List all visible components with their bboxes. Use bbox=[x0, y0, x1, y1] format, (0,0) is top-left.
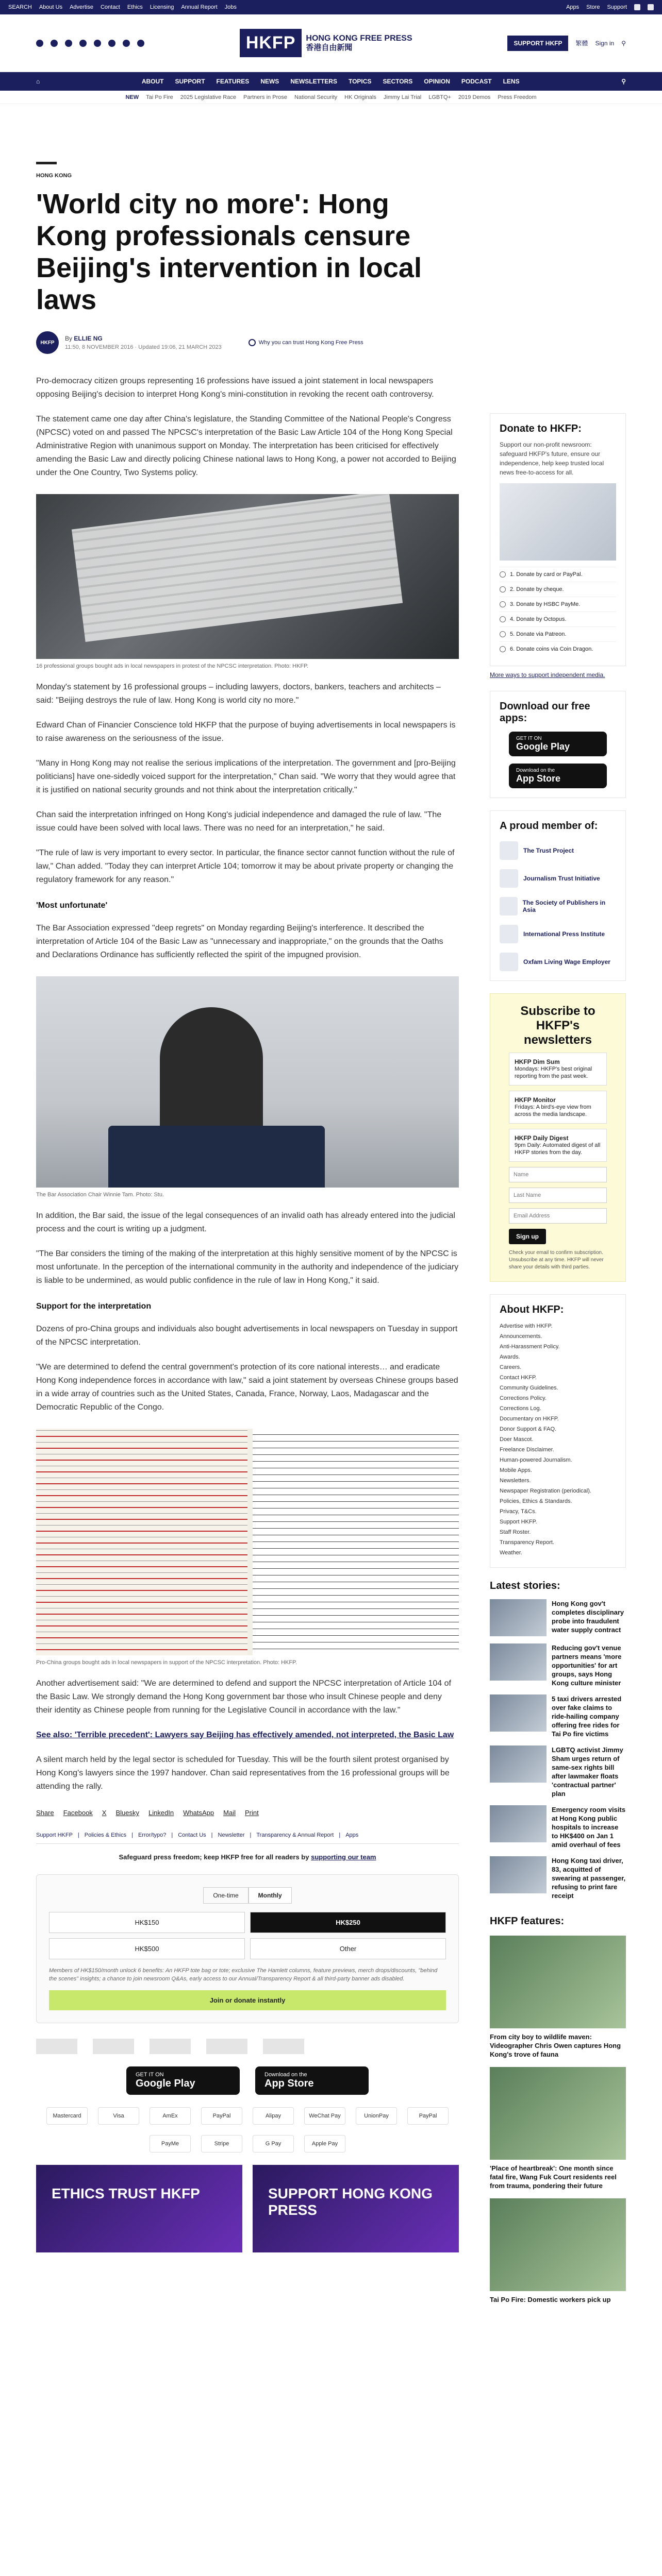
paypal-icon: PayPal bbox=[201, 2107, 242, 2125]
promo-row bbox=[36, 2165, 459, 2252]
radio-icon bbox=[500, 631, 506, 637]
nav-search-icon[interactable]: ⚲ bbox=[621, 78, 626, 85]
apple-pay-icon: Apple Pay bbox=[304, 2135, 345, 2153]
apps-title: Download our free apps: bbox=[500, 701, 590, 724]
newsletter-note: Check your email to confirm subscription. Unsubscribe at any time. HKFP will never share your details with third parties. bbox=[509, 1250, 604, 1270]
share-linkedin[interactable]: LinkedIn bbox=[148, 1809, 174, 1817]
member-name: International Press Institute bbox=[523, 930, 605, 938]
share-label: Share bbox=[36, 1809, 54, 1817]
share-facebook[interactable]: Facebook bbox=[63, 1809, 93, 1817]
mastercard-icon: Mastercard bbox=[46, 2107, 88, 2125]
app-store-button[interactable] bbox=[509, 764, 607, 788]
updated-date: Updated 19:06, 21 MARCH 2023 bbox=[138, 344, 222, 350]
nav-support[interactable]: SUPPORT bbox=[175, 78, 205, 85]
frequency-toggle bbox=[49, 1887, 446, 1904]
about-item[interactable]: Documentary on HKFP. bbox=[500, 1416, 559, 1422]
figure bbox=[36, 494, 459, 669]
section-label[interactable]: HONG KONG bbox=[36, 173, 72, 179]
donate-widget bbox=[36, 1874, 459, 2023]
email-input[interactable]: Email Address bbox=[509, 1208, 607, 1224]
newsletter-option[interactable] bbox=[509, 1129, 607, 1162]
about-item[interactable]: Doer Mascot. bbox=[500, 1436, 534, 1443]
about-item[interactable]: Contact HKFP. bbox=[500, 1375, 537, 1381]
footer-link[interactable]: Apps bbox=[345, 1832, 359, 1838]
nav-opinion[interactable]: OPINION bbox=[424, 78, 450, 85]
ipi-icon bbox=[500, 925, 518, 943]
google-pay-icon: G Pay bbox=[253, 2135, 294, 2153]
story-thumbnail bbox=[490, 1599, 547, 1636]
paragraph: The statement came one day after China's legislature, the Standing Committee of the National People's Congress (NPCSC) voted on and passed The NPCSC's interpretation of the Basic Law Article 104 of the Hong Kong Special Administrative Region with unanimous support on Monday. The interpretation has been criticised for effectively amending the Basic Law and directly policing Chinese national laws to Hong Kong, a power not accorded to Beijing under the One Country, Two Systems policy. bbox=[36, 415, 456, 477]
about-item[interactable]: Anti-Harassment Policy. bbox=[500, 1344, 560, 1350]
footer-link[interactable]: Contact Us bbox=[178, 1832, 206, 1838]
donate-panel bbox=[490, 413, 626, 666]
payment-methods bbox=[36, 2107, 459, 2153]
search-icon[interactable]: ⚲ bbox=[621, 39, 626, 47]
about-item[interactable]: Privacy, T&Cs. bbox=[500, 1509, 537, 1515]
option-label: 2. Donate by cheque. bbox=[510, 586, 564, 592]
logo-name-chinese: 香港自由新聞 bbox=[306, 43, 353, 52]
about-item[interactable]: Support HKFP. bbox=[500, 1519, 537, 1525]
newspaper-ad-photo[interactable] bbox=[36, 494, 459, 659]
jobs-link[interactable]: Jobs bbox=[224, 4, 237, 10]
paragraph: In addition, the Bar said, the issue of the legal consequences of an invalid oath has already entered into the judicial process and the court is writing up a judgment. bbox=[36, 1211, 455, 1233]
option-label: 3. Donate by HSBC PayMe. bbox=[510, 601, 581, 607]
member-panel bbox=[490, 810, 626, 981]
nav-about[interactable]: ABOUT bbox=[141, 78, 164, 85]
story-thumbnail bbox=[490, 1745, 547, 1783]
footer-link[interactable]: Support HKFP bbox=[36, 1832, 73, 1838]
trending-item[interactable]: 2025 Legislative Race bbox=[180, 94, 236, 100]
footer-link[interactable]: Error/typo? bbox=[138, 1832, 167, 1838]
nav-podcast[interactable]: PODCAST bbox=[461, 78, 492, 85]
figure-caption: The Bar Association Chair Winnie Tam. Photo: Stu. bbox=[36, 1192, 164, 1198]
paragraph: "Many in Hong Kong may not realise the serious implications of the interpretation. The government and [pro-Beijing politicians] have one-sidedly voiced support for the interpretation," Chan said. "We worry that they would agree that it is justified on national security grounds and not think about the interpretation critically." bbox=[36, 759, 456, 794]
paragraph: "The rule of law is very important to every sector. In particular, the finance sector cannot function without the rule of law," Chan added. "Today they can interpret Article 104; tomorrow it may be about private property or changing the regulatory framework for any reason." bbox=[36, 849, 455, 884]
membership-note: Members of HK$150/month unlock 6 benefits: An HKFP tote bag or tote; exclusive The Hamlett columns, feature previews, merch drops/discounts, "behind the scenes" insights; a chance to join newsroom Q&As, early access to our Annual/Transparency Report & all third-party banner ads disabled. bbox=[49, 1968, 438, 1982]
about-item[interactable]: Corrections Policy. bbox=[500, 1395, 547, 1401]
radio-icon bbox=[500, 646, 506, 652]
app-store-button[interactable] bbox=[255, 2066, 369, 2095]
story-title: Hong Kong taxi driver, 83, acquitted of swearing at passenger, refusing to print fare receipt bbox=[552, 1857, 626, 1900]
paragraph: "The Bar considers the timing of the making of the interpretation at this highly sensitive moment of by the NPCSC is most unfortunate. In the perception of the international community in the authority and independence of the judiciary is liable to be undermined, as would public confidence in the rule of law in Hong Kong," it said. bbox=[36, 1249, 459, 1285]
nav-lens[interactable]: LENS bbox=[503, 78, 520, 85]
features-panel bbox=[490, 1916, 626, 2304]
option-label: 1. Donate by card or PayPal. bbox=[510, 571, 583, 578]
nav-newsletters[interactable]: NEWSLETTERS bbox=[290, 78, 337, 85]
amount-option-other[interactable]: Other bbox=[250, 1938, 446, 1959]
donate-option[interactable] bbox=[500, 582, 616, 597]
trust-project-badge[interactable] bbox=[36, 2039, 77, 2054]
figure-caption: Pro-China groups bought ads in local newspapers in support of the NPCSC interpretation. Photo: HKFP. bbox=[36, 1659, 297, 1666]
last-name-input[interactable]: Last Name bbox=[509, 1188, 607, 1203]
story-thumbnail bbox=[490, 1856, 547, 1893]
latest-panel bbox=[490, 1580, 626, 1900]
bluesky-icon[interactable] bbox=[94, 40, 101, 47]
amount-option[interactable]: HK$500 bbox=[49, 1938, 245, 1959]
story-item[interactable] bbox=[490, 1599, 626, 1636]
sopa-badge[interactable] bbox=[150, 2039, 191, 2054]
share-mail[interactable]: Mail bbox=[223, 1809, 236, 1817]
join-button[interactable]: Join or donate instantly bbox=[49, 1990, 446, 2010]
member-logo[interactable] bbox=[500, 869, 616, 888]
about-item[interactable]: Community Guidelines. bbox=[500, 1385, 558, 1391]
paragraph: Pro-democracy citizen groups representing 16 professions have issued a joint statement in local newspapers opposing Beijing's decision to interpret Hong Kong's mini-constitution in revoking the recent oath controversy. bbox=[36, 377, 434, 399]
radio-icon bbox=[500, 586, 506, 592]
about-item[interactable]: Weather. bbox=[500, 1550, 522, 1556]
support-promo[interactable]: SUPPORT HONG KONG PRESS bbox=[253, 2165, 459, 2252]
wechat-pay-icon: WeChat Pay bbox=[304, 2107, 345, 2125]
radio-icon bbox=[500, 571, 506, 578]
about-item[interactable]: Policies, Ethics & Standards. bbox=[500, 1498, 572, 1504]
donate-option[interactable] bbox=[500, 641, 616, 656]
figure bbox=[36, 1429, 459, 1666]
newsletter-desc: Mondays: HKFP's best original reporting from the past week. bbox=[515, 1066, 592, 1079]
google-play-button[interactable] bbox=[126, 2066, 240, 2095]
nav-sectors[interactable]: SECTORS bbox=[383, 78, 413, 85]
about-item[interactable]: Mobile Apps. bbox=[500, 1467, 532, 1473]
nav-news[interactable]: NEWS bbox=[260, 78, 279, 85]
trust-link[interactable] bbox=[249, 339, 363, 346]
share-whatsapp[interactable]: WhatsApp bbox=[183, 1809, 214, 1817]
site-header bbox=[0, 14, 662, 72]
story-thumbnail bbox=[490, 1805, 547, 1842]
byline: HKFP By ELLIE NG 11:50, 8 NOVEMBER 2016 · Updated 19:06, 21 MARCH 2023 Why you can trust Hong Kong Free Press bbox=[36, 331, 459, 354]
nav-features[interactable]: FEATURES bbox=[216, 78, 250, 85]
about-link[interactable]: About Us bbox=[39, 4, 63, 10]
donate-title: Donate to HKFP: bbox=[500, 423, 582, 434]
story-title: Hong Kong gov't completes disciplinary probe into fraudulent water supply contract bbox=[552, 1600, 624, 1634]
top-utility-bar bbox=[0, 0, 662, 14]
option-label: 4. Donate by Octopus. bbox=[510, 616, 567, 622]
author-prefix: By bbox=[65, 335, 73, 342]
payme-icon: PayMe bbox=[150, 2135, 191, 2153]
store-big: Google Play bbox=[136, 2078, 195, 2089]
newsletter-name: HKFP Dim Sum bbox=[515, 1058, 560, 1065]
radio-icon bbox=[500, 601, 506, 607]
story-item[interactable] bbox=[490, 1856, 626, 1900]
member-logo[interactable] bbox=[500, 953, 616, 971]
more-ways-link[interactable]: More ways to support independent media. bbox=[490, 671, 605, 679]
option-label: 6. Donate coins via Coin Dragon. bbox=[510, 646, 593, 652]
article-body bbox=[36, 375, 459, 1793]
amount-option-selected[interactable]: HK$250 bbox=[250, 1912, 446, 1933]
search-link[interactable]: SEARCH bbox=[8, 4, 32, 10]
newsletter-option[interactable] bbox=[509, 1053, 607, 1086]
x-icon[interactable] bbox=[51, 40, 58, 47]
instagram-icon[interactable] bbox=[65, 40, 72, 47]
share-bar bbox=[36, 1809, 459, 1817]
store-link[interactable]: Store bbox=[586, 4, 600, 10]
alipay-icon: Alipay bbox=[253, 2107, 294, 2125]
jti-icon bbox=[500, 869, 518, 888]
feature-title: From city boy to wildlife maven: Videographer Chris Owen captures Hong Kong's trove of fauna bbox=[490, 2033, 621, 2058]
paypal-icon: PayPal bbox=[407, 2107, 449, 2125]
paragraph: Dozens of pro-China groups and individuals also bought advertisements in local newspapers on Tuesday in support of the NPCSC interpretation. bbox=[36, 1325, 458, 1347]
site-logo[interactable] bbox=[240, 29, 412, 57]
about-item[interactable]: Announcements. bbox=[500, 1333, 542, 1340]
paragraph: The Bar Association expressed "deep regrets" on Monday regarding Beijing's interference. It described the interpretation of Article 104 of the Basic Law as "unnecessary and inappropriate," on the grounds that the Oaths and Declarations Ordinance has sufficiently reflected the spirit of the impugned provision. bbox=[36, 924, 443, 959]
newsletter-name: HKFP Monitor bbox=[515, 1096, 556, 1104]
newsletter-desc: 9pm Daily: Automated digest of all HKFP stories from the day. bbox=[515, 1142, 601, 1156]
advertise-link[interactable]: Advertise bbox=[70, 4, 93, 10]
subheading: 'Most unfortunate' bbox=[36, 901, 108, 910]
member-title: A proud member of: bbox=[500, 820, 598, 832]
article-footer-links: Support HKFP | Policies & Ethics | Error/typo? | Contact Us | Newsletter | Transparency & Annual Report | Apps bbox=[36, 1832, 459, 1844]
radio-icon bbox=[500, 616, 506, 622]
nav-topics[interactable]: TOPICS bbox=[348, 78, 372, 85]
member-logo[interactable] bbox=[500, 925, 616, 943]
signup-button[interactable]: Sign up bbox=[509, 1229, 546, 1244]
store-big: App Store bbox=[516, 773, 561, 784]
about-item[interactable]: Freelance Disclaimer. bbox=[500, 1447, 554, 1453]
donate-option[interactable] bbox=[500, 597, 616, 612]
trending-item[interactable]: Partners in Prose bbox=[243, 94, 287, 100]
newsletter-title: Subscribe to HKFP's newsletters bbox=[520, 1004, 595, 1047]
support-banner bbox=[36, 1853, 459, 1861]
trending-item[interactable]: Press Freedom bbox=[498, 94, 537, 100]
author-avatar: HKFP bbox=[36, 331, 59, 354]
feature-image bbox=[490, 1936, 626, 2028]
story-item[interactable] bbox=[490, 1805, 626, 1849]
footer-link[interactable]: Transparency & Annual Report bbox=[256, 1832, 334, 1838]
trust-project-icon bbox=[500, 841, 518, 860]
features-title: HKFP features: bbox=[490, 1916, 565, 1927]
oxfam-icon bbox=[500, 953, 518, 971]
annual-report-link[interactable]: Annual Report bbox=[181, 4, 218, 10]
feature-title: Tai Po Fire: Domestic workers pick up bbox=[490, 2296, 611, 2303]
sidebar bbox=[490, 104, 626, 2304]
donate-illustration bbox=[500, 483, 616, 561]
share-print[interactable]: Print bbox=[244, 1809, 259, 1817]
about-item[interactable]: Corrections Log. bbox=[500, 1405, 541, 1412]
about-item[interactable]: Newspaper Registration (periodical). bbox=[500, 1488, 591, 1494]
first-name-input[interactable]: Name bbox=[509, 1167, 607, 1182]
home-icon[interactable]: ⌂ bbox=[36, 78, 40, 85]
app-store-row bbox=[36, 2066, 459, 2095]
trending-item[interactable]: 2019 Demos bbox=[458, 94, 491, 100]
amex-icon: AmEx bbox=[150, 2107, 191, 2125]
paragraph: Chan said the interpretation infringed on Hong Kong's judicial independence and damaged the rule of law. "The issue could have been solved with local laws. There was no need for an interpretation," he said. bbox=[36, 810, 442, 833]
newsletter-option[interactable] bbox=[509, 1091, 607, 1124]
store-small: Download on the bbox=[516, 768, 555, 773]
article bbox=[36, 104, 459, 2304]
trending-item[interactable]: National Security bbox=[294, 94, 338, 100]
subheading: Support for the interpretation bbox=[36, 1302, 152, 1311]
banner-link[interactable]: supporting our team bbox=[311, 1853, 376, 1861]
share-bluesky[interactable]: Bluesky bbox=[115, 1809, 139, 1817]
support-hkfp-button[interactable]: SUPPORT HKFP bbox=[507, 36, 568, 51]
see-also-link[interactable]: See also: 'Terrible precedent': Lawyers say Beijing has effectively amended, not interpreted, the Basic Law bbox=[36, 1731, 454, 1739]
store-big: App Store bbox=[264, 2078, 314, 2089]
sopa-icon bbox=[500, 897, 518, 916]
story-item[interactable] bbox=[490, 1643, 626, 1687]
youtube-icon[interactable] bbox=[79, 40, 87, 47]
store-small: GET IT ON bbox=[136, 2072, 164, 2078]
bar-chair-photo[interactable] bbox=[36, 976, 459, 1188]
about-item[interactable]: Human-powered Journalism. bbox=[500, 1457, 572, 1463]
publish-date: 11:50, 8 NOVEMBER 2016 bbox=[65, 344, 134, 350]
headline-rule bbox=[36, 162, 57, 164]
feature-image bbox=[490, 2067, 626, 2160]
google-play-button[interactable] bbox=[509, 732, 607, 756]
instagram-icon[interactable] bbox=[648, 4, 654, 10]
story-title: Reducing gov't venue partners means 'more opportunities' for art groups, says Hong Kong culture minister bbox=[552, 1644, 622, 1687]
logo-name: HONG KONG FREE PRESS bbox=[306, 33, 412, 43]
main-nav bbox=[0, 72, 662, 91]
trending-item[interactable]: Jimmy Lai Trial bbox=[383, 94, 422, 100]
banner-text: Safeguard press freedom; keep HKFP free for all readers by bbox=[119, 1853, 309, 1861]
trending-item[interactable]: Tai Po Fire bbox=[146, 94, 173, 100]
trust-label: Why you can trust Hong Kong Free Press bbox=[258, 340, 363, 346]
feature-item[interactable] bbox=[490, 2067, 626, 2190]
about-title: About HKFP: bbox=[500, 1304, 564, 1315]
author-name[interactable]: ELLIE NG bbox=[74, 335, 103, 342]
ethics-promo[interactable]: ETHICS TRUST HKFP bbox=[36, 2165, 242, 2252]
support-link[interactable]: Support bbox=[607, 4, 627, 10]
about-item[interactable]: Staff Roster. bbox=[500, 1529, 531, 1535]
social-icons bbox=[36, 40, 144, 47]
apps-link[interactable]: Apps bbox=[566, 4, 580, 10]
member-logo[interactable] bbox=[500, 897, 616, 916]
language-toggle[interactable]: 繁體 bbox=[575, 40, 588, 47]
unionpay-icon: UnionPay bbox=[356, 2107, 397, 2125]
story-thumbnail bbox=[490, 1694, 547, 1732]
living-wage-badge[interactable] bbox=[263, 2039, 304, 2054]
stripe-icon: Stripe bbox=[201, 2135, 242, 2153]
newsletter-panel bbox=[490, 993, 626, 1282]
trending-item[interactable]: HK Originals bbox=[344, 94, 376, 100]
paragraph: Monday's statement by 16 professional groups – including lawyers, doctors, bankers, teachers and architects – said: "Beijing destroys the rule of law. Hong Kong is world city no more." bbox=[36, 683, 441, 705]
paragraph: Another advertisement said: "We are determined to defend and support the NPCSC interpretation of Article 104 of the Basic Law. We strongly demand the Hong Kong government bar those who insult Chinese people and deny their identity as Chinese people from running for the Legislative Council in accordance with the law." bbox=[36, 1679, 451, 1715]
about-item[interactable]: Careers. bbox=[500, 1364, 522, 1370]
amount-option[interactable]: HK$150 bbox=[49, 1912, 245, 1933]
story-title: LGBTQ activist Jimmy Sham urges return of same-sex rights bill after lawmaker floats 'contractual partner' plan bbox=[552, 1746, 623, 1798]
trust-icon bbox=[249, 339, 256, 346]
member-name: Journalism Trust Initiative bbox=[523, 875, 600, 882]
visa-icon: Visa bbox=[98, 2107, 139, 2125]
tiktok-icon[interactable] bbox=[634, 4, 640, 10]
donate-option[interactable] bbox=[500, 612, 616, 626]
store-small: Download on the bbox=[264, 2072, 307, 2078]
about-item[interactable]: Awards. bbox=[500, 1354, 520, 1360]
figure-caption: 16 professional groups bought ads in local newspapers in protest of the NPCSC interpretation. Photo: HKFP. bbox=[36, 663, 309, 669]
licensing-link[interactable]: Licensing bbox=[150, 4, 174, 10]
about-panel bbox=[490, 1294, 626, 1568]
member-logo[interactable] bbox=[500, 841, 616, 860]
story-title: 5 taxi drivers arrested over fake claims to ride-hailing company offering free rides for Tai Po fire victims bbox=[552, 1695, 622, 1738]
feature-image bbox=[490, 2198, 626, 2291]
donate-option[interactable] bbox=[500, 567, 616, 582]
about-item[interactable]: Advertise with HKFP. bbox=[500, 1323, 553, 1329]
paragraph: A silent march held by the legal sector is scheduled for Tuesday. This will be the fourth silent protest organised by Hong Kong's lawyers since the 1997 handover. Chan said representatives from the 16 professional groups will be attending the rally. bbox=[36, 1755, 450, 1791]
new-label: NEW bbox=[125, 94, 139, 100]
apps-panel bbox=[490, 691, 626, 798]
footer-link[interactable]: Policies & Ethics bbox=[84, 1832, 127, 1838]
paragraph: "We are determined to defend the central government's protection of its core national interests… and eradicate Hong Kong independence forces in accordance with law," said a joint statement by overseas Chinese groups based in a wide array of countries such as the United States, Canada, France, Norway, Laos, Madagascar and the Democratic Republic of the Congo. bbox=[36, 1363, 458, 1412]
figure bbox=[36, 976, 459, 1198]
article-headline: 'World city no more': Hong Kong professionals censure Beijing's intervention in local laws bbox=[36, 189, 422, 315]
member-name: Oxfam Living Wage Employer bbox=[523, 958, 610, 965]
linkedin-icon[interactable] bbox=[123, 40, 130, 47]
feature-item[interactable] bbox=[490, 1936, 626, 2059]
member-badges-row bbox=[36, 2039, 459, 2054]
about-item[interactable]: Donor Support & FAQ. bbox=[500, 1426, 557, 1432]
threads-icon[interactable] bbox=[108, 40, 115, 47]
ethics-link[interactable]: Ethics bbox=[127, 4, 143, 10]
pro-china-ads-photo[interactable] bbox=[36, 1429, 459, 1655]
amount-options bbox=[49, 1912, 446, 1959]
facebook-icon[interactable] bbox=[36, 40, 43, 47]
paragraph: Edward Chan of Financier Conscience told HKFP that the purpose of buying advertisements in local newspapers is to raise awareness on the seriousness of the issue. bbox=[36, 721, 456, 743]
contact-link[interactable]: Contact bbox=[100, 4, 120, 10]
newsletter-name: HKFP Daily Digest bbox=[515, 1134, 569, 1142]
rss-icon[interactable] bbox=[137, 40, 144, 47]
about-item[interactable]: Transparency Report. bbox=[500, 1539, 554, 1546]
story-title: Emergency room visits at Hong Kong public hospitals to increase to HK$400 on Jan 1 amid overhaul of fees bbox=[552, 1806, 626, 1849]
jti-badge[interactable] bbox=[93, 2039, 134, 2054]
donate-text: Support our non-profit newsroom: safeguard HKFP's future, ensure our independence, help keep trusted local news free-to-access for all. bbox=[500, 441, 604, 476]
footer-link[interactable]: Newsletter bbox=[218, 1832, 245, 1838]
trending-bar bbox=[0, 91, 662, 104]
feature-item[interactable] bbox=[490, 2198, 626, 2304]
about-list bbox=[500, 1321, 616, 1558]
latest-title: Latest stories: bbox=[490, 1580, 560, 1591]
store-small: GET IT ON bbox=[516, 736, 542, 741]
member-name: The Society of Publishers in Asia bbox=[522, 899, 606, 913]
store-big: Google Play bbox=[516, 741, 570, 752]
monthly-option[interactable]: Monthly bbox=[249, 1887, 292, 1904]
logo-mark: HKFP bbox=[240, 29, 302, 57]
member-name: The Trust Project bbox=[523, 847, 574, 854]
story-item[interactable] bbox=[490, 1694, 626, 1738]
share-x[interactable]: X bbox=[102, 1809, 107, 1817]
feature-title: 'Place of heartbreak': One month since fatal fire, Wang Fuk Court residents reel from trauma, pondering their future bbox=[490, 2164, 617, 2190]
story-item[interactable] bbox=[490, 1745, 626, 1798]
about-item[interactable]: Newsletters. bbox=[500, 1478, 531, 1484]
story-thumbnail bbox=[490, 1643, 547, 1681]
trending-item[interactable]: LGBTQ+ bbox=[428, 94, 451, 100]
signin-link[interactable]: Sign in bbox=[595, 39, 615, 47]
option-label: 5. Donate via Patreon. bbox=[510, 631, 567, 637]
donate-option[interactable] bbox=[500, 626, 616, 641]
ipi-badge[interactable] bbox=[206, 2039, 247, 2054]
one-time-option[interactable]: One-time bbox=[203, 1887, 248, 1904]
newsletter-desc: Fridays: A bird's-eye view from across the media landscape. bbox=[515, 1104, 591, 1117]
